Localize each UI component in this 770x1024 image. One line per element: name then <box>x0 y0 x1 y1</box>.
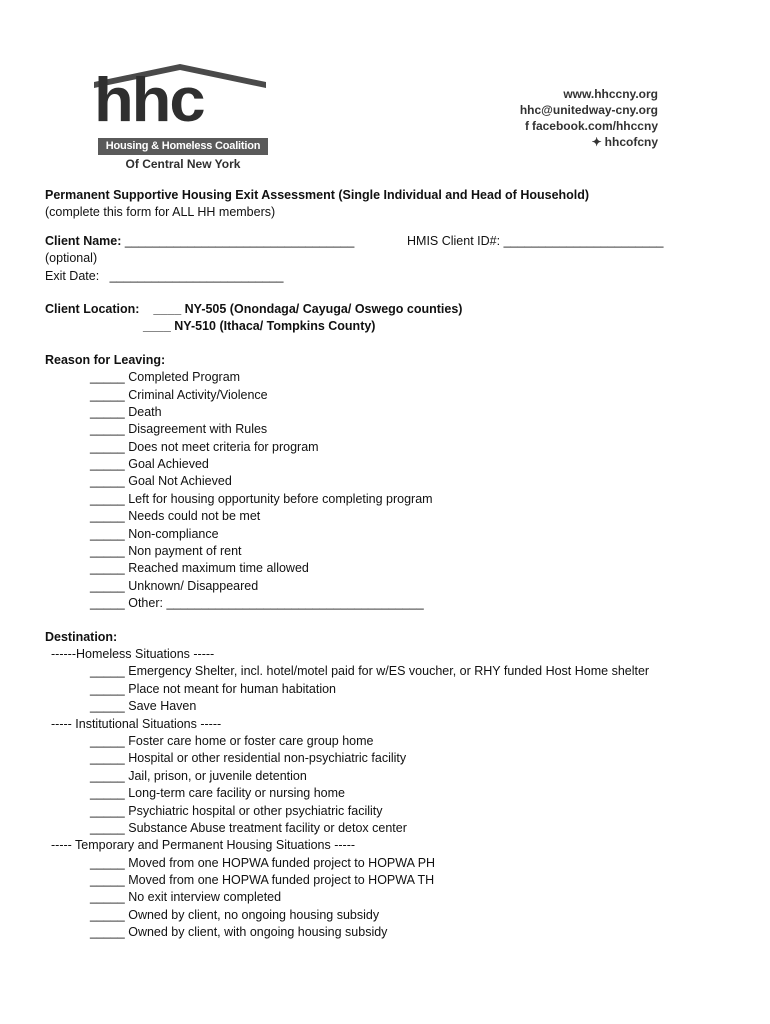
reason-criminal-activity[interactable]: _____ Criminal Activity/Violence <box>90 387 268 402</box>
dest-emergency-shelter[interactable]: _____ Emergency Shelter, incl. hotel/motel paid for w/ES voucher, or RHY funded Host Home shelter <box>90 664 650 679</box>
dest-save-haven[interactable]: _____ Save Haven <box>90 699 197 714</box>
reason-disagreement-rules[interactable]: _____ Disagreement with Rules <box>90 422 268 437</box>
destination-heading: Destination: <box>45 629 118 644</box>
exit-date-label: Exit Date: <box>45 268 100 283</box>
facebook-link[interactable]: facebook.com/hhccny <box>531 119 658 133</box>
dest-hospital[interactable]: _____ Hospital or other residential non-psychiatric facility <box>90 751 407 766</box>
dest-substance-abuse[interactable]: _____ Substance Abuse treatment facility or detox center <box>90 820 407 835</box>
institutional-heading: ----- Institutional Situations ----- <box>51 716 222 731</box>
exit-assessment-form <box>45 187 725 942</box>
dest-long-term-care[interactable]: _____ Long-term care facility or nursing home <box>90 786 345 801</box>
email-link[interactable]: hhc@unitedway-cny.org <box>519 103 658 117</box>
reason-non-payment[interactable]: _____ Non payment of rent <box>90 544 242 559</box>
homeless-heading: ------Homeless Situations ----- <box>51 646 215 661</box>
dest-owned-with-subsidy[interactable]: _____ Owned by client, with ongoing housing subsidy <box>90 925 388 940</box>
dest-owned-no-subsidy[interactable]: _____ Owned by client, no ongoing housing subsidy <box>90 907 380 922</box>
location-option-ny505[interactable]: ____ NY-505 (Onondaga/ Cayuga/ Oswego counties) <box>153 301 463 316</box>
hmis-field[interactable]: _______________________ <box>503 233 664 248</box>
reason-other[interactable]: _____ Other: _____________________________________ <box>90 596 424 611</box>
dest-no-exit-interview[interactable]: _____ No exit interview completed <box>90 890 282 905</box>
twitter-link[interactable]: hhcofcny <box>604 135 658 149</box>
client-location-row <box>45 301 725 318</box>
dest-hopwa-ph[interactable]: _____ Moved from one HOPWA funded project to HOPWA PH <box>90 855 436 870</box>
reason-goal-achieved[interactable]: _____ Goal Achieved <box>90 457 209 472</box>
optional-note: (optional) <box>45 251 98 266</box>
form-title: Permanent Supportive Housing Exit Assessment (Single Individual and Head of Household) <box>45 188 590 202</box>
client-location-label: Client Location: <box>45 301 140 316</box>
reason-death[interactable]: _____ Death <box>90 404 162 419</box>
client-name-field[interactable]: _________________________________ <box>124 233 355 248</box>
reason-not-meet-criteria[interactable]: _____ Does not meet criteria for program <box>90 439 319 454</box>
logo-subtitle: Of Central New York <box>125 157 241 171</box>
website-link[interactable]: www.hhccny.org <box>563 87 658 101</box>
twitter-icon: ✦ <box>591 135 602 149</box>
logo-letters: hhc <box>94 66 204 135</box>
hmis-label: HMIS Client ID#: <box>407 233 501 248</box>
dest-place-not-meant[interactable]: _____ Place not meant for human habitation <box>90 681 337 696</box>
exit-date-row <box>45 268 725 285</box>
reason-needs-not-met[interactable]: _____ Needs could not be met <box>90 509 261 524</box>
dest-jail[interactable]: _____ Jail, prison, or juvenile detention <box>90 768 307 783</box>
reason-max-time[interactable]: _____ Reached maximum time allowed <box>90 561 309 576</box>
dest-psychiatric[interactable]: _____ Psychiatric hospital or other psychiatric facility <box>90 803 383 818</box>
contact-block <box>520 86 658 150</box>
hmis-row <box>407 233 663 250</box>
hhc-logo <box>90 62 270 174</box>
temporary-heading: ----- Temporary and Permanent Housing Situations ----- <box>51 838 356 853</box>
dest-foster-care[interactable]: _____ Foster care home or foster care group home <box>90 733 374 748</box>
reason-heading: Reason for Leaving: <box>45 352 166 367</box>
reason-left-for-housing[interactable]: _____ Left for housing opportunity before completing program <box>90 491 433 506</box>
client-name-row <box>45 233 725 250</box>
form-subtitle: (complete this form for ALL HH members) <box>45 205 276 220</box>
reason-goal-not-achieved[interactable]: _____ Goal Not Achieved <box>90 474 232 489</box>
exit-date-field[interactable]: _________________________ <box>109 268 284 283</box>
logo-band: Housing & Homeless Coalition <box>98 138 268 155</box>
reason-completed-program[interactable]: _____ Completed Program <box>90 370 241 385</box>
facebook-icon: f <box>524 119 529 133</box>
location-option-ny510[interactable]: ____ NY-510 (Ithaca/ Tompkins County) <box>143 319 376 334</box>
reason-unknown[interactable]: _____ Unknown/ Disappeared <box>90 578 259 593</box>
reason-non-compliance[interactable]: _____ Non-compliance <box>90 526 219 541</box>
dest-hopwa-th[interactable]: _____ Moved from one HOPWA funded project to HOPWA TH <box>90 873 435 888</box>
twitter-row[interactable] <box>520 134 658 150</box>
facebook-row[interactable] <box>520 118 658 134</box>
client-name-label: Client Name: <box>45 233 122 248</box>
